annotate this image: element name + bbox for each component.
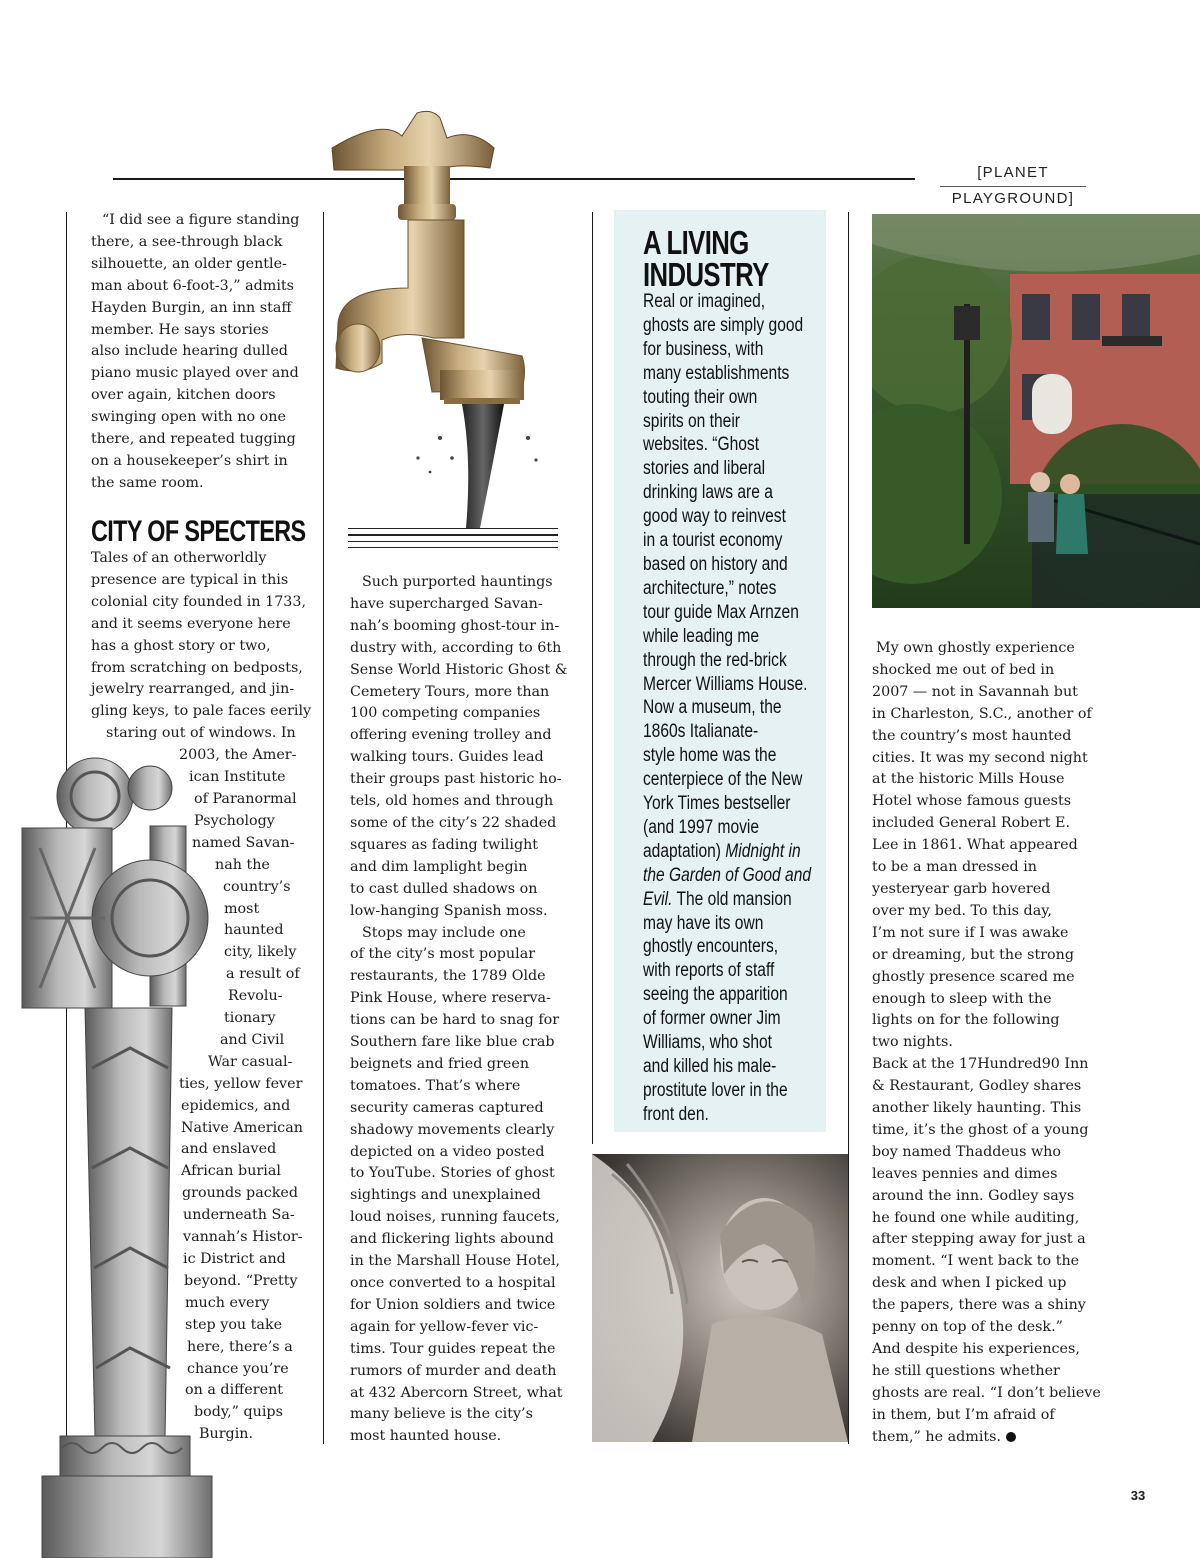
col4-line: moment. “I went back to the — [872, 1253, 1080, 1270]
col1-line: city, likely — [224, 944, 297, 961]
col4-line — [872, 1427, 1100, 1449]
col1-line: Tales of an otherworldly — [91, 550, 267, 566]
col1-intro-line: member. He says stories — [91, 321, 269, 338]
col2-line: Pink House, where reserva- — [350, 990, 551, 1007]
col1-line: a result of — [226, 966, 300, 983]
col2-line: shadowy movements clearly — [350, 1121, 555, 1138]
col4-line: leaves pennies and dimes — [872, 1165, 1058, 1182]
col2-line: depicted on a video posted — [350, 1143, 545, 1160]
col1-line: epidemics, and — [181, 1097, 291, 1114]
col1-line: country’s — [223, 878, 291, 895]
sidebar-line: and killed his male- — [643, 1056, 777, 1077]
col1-intro-line: silhouette, an older gentle- — [91, 255, 287, 272]
col4-line: two nights. — [872, 1034, 953, 1051]
col1-line: Psychology — [194, 812, 275, 829]
col2-line: their groups past historic ho- — [350, 771, 562, 788]
col2-line: tels, old homes and through — [350, 793, 554, 810]
sidebar-italic-word: Evil. — [643, 888, 673, 910]
col2-line: nah’s booming ghost-tour in- — [350, 617, 560, 634]
col1-line: beyond. “Pretty — [184, 1272, 298, 1289]
col1-line: here, there’s a — [187, 1338, 293, 1355]
faucet-illustration — [322, 108, 562, 558]
col2-line: to cast dulled shadows on — [350, 880, 538, 897]
col4-line: ghostly presence scared me — [872, 968, 1075, 985]
sidebar-line: spirits on their — [643, 410, 740, 432]
sidebar-line: prostitute lover in the — [643, 1079, 788, 1101]
col2-line: tions can be hard to snag for — [350, 1012, 560, 1029]
col1-line: Revolu- — [228, 988, 283, 1005]
col2-line: tims. Tour guides repeat the — [350, 1340, 556, 1357]
col4-line: cities. It was my second night — [872, 749, 1088, 766]
col4-line: time, it’s the ghost of a young — [872, 1121, 1089, 1138]
col4-line: 2007 — not in Savannah but — [872, 683, 1078, 700]
col2-line: and flickering lights abound — [350, 1231, 554, 1248]
col4-line: over my bed. To this day, — [872, 902, 1052, 919]
col2-line: at 432 Abercorn Street, what — [350, 1384, 563, 1401]
col4-line: another likely haunting. This — [872, 1100, 1082, 1117]
city-of-specters-heading: CITY OF SPECTERS — [91, 515, 306, 548]
sidebar-line: touting their own — [643, 386, 758, 408]
col4-line: the papers, there was a shiny — [872, 1297, 1086, 1314]
col1-line: haunted — [224, 922, 284, 939]
col4-line: enough to sleep with the — [872, 990, 1052, 1007]
col4-last-text: them,” he admits. — [872, 1428, 1002, 1445]
faucet-baseline-lines — [348, 528, 558, 548]
sidebar-text — [643, 290, 812, 1127]
col1-line: grounds packed — [182, 1185, 299, 1202]
col1-line: and it seems everyone here — [91, 615, 291, 632]
sidebar-line: through the red-brick — [643, 649, 787, 671]
col4-line: boy named Thaddeus who — [872, 1143, 1062, 1160]
col2-line: tomatoes. That’s where — [350, 1077, 521, 1094]
col4-line: in Charleston, S.C., another of — [872, 705, 1092, 722]
col1-line: step you take — [185, 1316, 283, 1333]
col1-intro-line: swinging open with no one — [91, 409, 286, 426]
col1-line: most — [224, 900, 260, 917]
col4-line: And despite his experiences, — [872, 1341, 1080, 1357]
sidebar-line: many establishments — [643, 362, 790, 384]
col4-line: or dreaming, but the strong — [872, 946, 1075, 963]
sidebar-heading-line1: A LIVING — [643, 224, 749, 261]
sidebar-heading-line2: INDUSTRY — [643, 256, 769, 293]
col2-line: Southern fare like blue crab — [350, 1034, 555, 1051]
col2-line: most haunted house. — [350, 1428, 502, 1445]
col1-line: of Paranormal — [194, 790, 297, 807]
col4-line: he still questions whether — [872, 1362, 1060, 1379]
col2-line: squares as fading twilight — [350, 836, 539, 853]
col1-line: ic District and — [183, 1251, 286, 1267]
col1-intro-line: man about 6-foot-3,” admits — [91, 277, 295, 294]
col4-line: My own ghostly experience — [876, 640, 1075, 656]
col4-line: ghosts are real. “I don’t believe — [872, 1384, 1101, 1401]
col4-line: after stepping away for just a — [872, 1231, 1086, 1248]
sidebar-line: may have its own — [643, 912, 764, 934]
col2-line: for Union soldiers and twice — [350, 1296, 556, 1313]
column2-body — [350, 572, 582, 1448]
angel-statue-photo — [592, 1154, 848, 1442]
col1-line: War casual- — [208, 1053, 293, 1070]
sidebar-line: seeing the apparition — [643, 984, 788, 1006]
column-rule-4 — [848, 212, 849, 1444]
sidebar-line: in a tourist economy — [643, 530, 783, 552]
sidebar-line: the Garden of Good and — [643, 864, 812, 886]
sidebar-line: Mercer Williams House. — [643, 673, 808, 695]
col4-line: the country’s most haunted — [872, 727, 1072, 744]
col1-line: jewelry rearranged, and jin- — [91, 681, 295, 698]
col2-line: in the Marshall House Hotel, — [350, 1253, 561, 1270]
col2-line: Sense World Historic Ghost & — [350, 661, 568, 678]
col1-line: nah the — [215, 856, 270, 873]
sidebar-fragment: adaptation) — [643, 840, 721, 862]
sidebar-line: while leading me — [643, 625, 760, 647]
col1-line: tionary — [224, 1010, 276, 1027]
col4-line: shocked me out of bed in — [872, 661, 1055, 678]
sidebar-line: front den. — [643, 1103, 709, 1125]
col1-line: ican Institute — [189, 769, 286, 786]
col1-line: ties, yellow fever — [179, 1075, 303, 1092]
col2-line: Cemetery Tours, more than — [350, 683, 550, 700]
col4-line: penny on top of the desk.” — [872, 1319, 1063, 1336]
sidebar-fragment: The old mansion — [676, 888, 792, 910]
col2-line: Such purported hauntings — [362, 574, 553, 590]
col1-intro-line: “I did see a figure standing — [102, 212, 300, 228]
col4-line: lights on for the following — [872, 1012, 1060, 1029]
sidebar-line: Real or imagined, — [643, 291, 766, 312]
sidebar-line: based on history and — [643, 553, 788, 575]
col1-line: gling keys, to pale faces eerily — [91, 703, 312, 720]
col4-line: I’m not sure if I was awake — [872, 924, 1069, 941]
col1-line: and enslaved — [181, 1141, 277, 1158]
col2-line: loud noises, running faucets, — [350, 1209, 560, 1226]
col1-intro-line: there, and repeated tugging — [91, 431, 296, 448]
col1-line: 2003, the Amer- — [179, 747, 297, 764]
sidebar-line: (and 1997 movie — [643, 816, 760, 838]
col2-line: once converted to a hospital — [350, 1275, 556, 1291]
end-mark-icon — [1006, 1432, 1016, 1442]
col4-line: Hotel whose famous guests — [872, 793, 1072, 810]
col4-line: in them, but I’m afraid of — [872, 1406, 1055, 1423]
sidebar-line: stories and liberal — [643, 458, 766, 480]
column1-body — [91, 548, 323, 1446]
col1-line: chance you’re — [187, 1360, 289, 1377]
col1-intro-line: also include hearing dulled — [91, 343, 288, 360]
section-tag-bracket-line — [940, 186, 1086, 187]
col1-line: from scratching on bedposts, — [91, 659, 303, 676]
col4-line: included General Robert E. — [872, 815, 1070, 832]
sidebar-line: York Times bestseller — [643, 793, 791, 815]
col1-line: named Savan- — [192, 834, 295, 851]
sidebar-line — [643, 888, 804, 912]
sidebar-line: ghostly encounters, — [643, 936, 779, 958]
col2-line: low-hanging Spanish moss. — [350, 902, 548, 919]
col2-line: walking tours. Guides lead — [350, 749, 544, 766]
col2-line: many believe is the city’s — [350, 1406, 533, 1423]
sidebar-line: websites. “Ghost — [643, 434, 760, 456]
col1-line: body,” quips — [194, 1404, 283, 1421]
col2-line: sightings and unexplained — [350, 1187, 541, 1204]
col1-line: and Civil — [220, 1031, 285, 1048]
col2-line: security cameras captured — [350, 1099, 544, 1116]
col1-intro-line: over again, kitchen doors — [91, 387, 276, 404]
sidebar-line — [643, 840, 804, 864]
col1-line: on a different — [185, 1382, 284, 1399]
sidebar-line: Williams, who shot — [643, 1032, 773, 1054]
col4-line: Lee in 1861. What appeared — [872, 837, 1078, 854]
column4-body — [872, 638, 1100, 1449]
col2-line: Stops may include one — [362, 924, 526, 941]
col1-line: African burial — [181, 1163, 281, 1180]
col2-line: have supercharged Savan- — [350, 595, 543, 612]
col2-line: beignets and fried green — [350, 1055, 530, 1072]
col4-line: at the historic Mills House — [872, 771, 1065, 788]
sidebar-line: style home was the — [643, 745, 777, 767]
col4-line: to be a man dressed in — [872, 859, 1038, 876]
sidebar-line: good way to reinvest — [643, 506, 786, 528]
col4-line: desk and when I picked up — [872, 1275, 1067, 1292]
sidebar-line: 1860s Italianate- — [643, 721, 759, 743]
col1-line: presence are typical in this — [91, 571, 289, 588]
col4-line: around the inn. Godley says — [872, 1187, 1075, 1204]
col1-intro-line: piano music played over and — [91, 365, 299, 382]
col2-line: of the city’s most popular — [350, 946, 536, 963]
col1-intro-line: there, a see-through black — [91, 233, 283, 250]
sidebar-line: drinking laws are a — [643, 482, 773, 504]
col1-line: vannah’s Histor- — [183, 1229, 303, 1246]
section-tag: [PLANET PLAYGROUND] — [951, 164, 1075, 207]
col2-line: some of the city’s 22 shaded — [350, 814, 557, 831]
col2-line: again for yellow-fever vic- — [350, 1318, 539, 1335]
col1-line: Burgin. — [199, 1426, 254, 1443]
col1-line: underneath Sa- — [183, 1207, 295, 1224]
col2-line: to YouTube. Stories of ghost — [350, 1165, 555, 1182]
sidebar-line: for business, with — [643, 338, 764, 360]
sidebar-line: with reports of staff — [643, 960, 775, 982]
col2-line: offering evening trolley and — [350, 727, 552, 744]
col1-line: much every — [185, 1294, 270, 1311]
col4-line: & Restaurant, Godley shares — [872, 1078, 1082, 1095]
col1-line: Native American — [181, 1119, 303, 1136]
col4-line: he found one while auditing, — [872, 1209, 1080, 1226]
col2-line: dustry with, according to 6th — [350, 639, 562, 656]
page-number: 33 — [1130, 1488, 1146, 1503]
col1-line: colonial city founded in 1733, — [91, 593, 307, 610]
col1-line: staring out of windows. In — [106, 725, 296, 742]
sidebar-line: Now a museum, the — [643, 697, 782, 719]
col1-line: has a ghost story or two, — [91, 637, 271, 654]
col1-intro-line: the same room. — [91, 474, 204, 491]
col1-intro-line: Hayden Burgin, an inn staff — [91, 299, 292, 316]
sidebar-line: of former owner Jim — [643, 1008, 781, 1030]
sidebar-italic-title: Midnight in — [725, 840, 801, 862]
col2-line: rumors of murder and death — [350, 1362, 557, 1379]
col4-line: yesteryear garb hovered — [872, 880, 1051, 897]
sidebar-line: tour guide Max Arnzen — [643, 601, 799, 623]
sidebar-line: ghosts are simply good — [643, 314, 804, 336]
col2-line: and dim lamplight begin — [350, 858, 528, 875]
sidebar-line: architecture,” notes — [643, 577, 777, 599]
col1-intro-line: on a housekeeper’s shirt in — [91, 452, 288, 469]
col4-line: Back at the 17Hundred90 Inn — [872, 1056, 1089, 1073]
savannah-house-photo — [872, 214, 1200, 608]
col2-line: restaurants, the 1789 Olde — [350, 968, 546, 985]
sidebar-line: centerpiece of the New — [643, 769, 803, 791]
column-rule-3 — [592, 212, 593, 1144]
col2-line: 100 competing companies — [350, 705, 541, 722]
column1-intro — [91, 210, 311, 495]
